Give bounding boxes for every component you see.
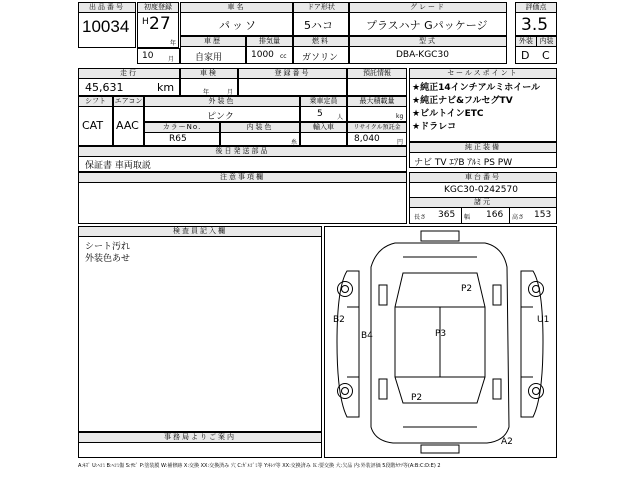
body-type: 5ハコ (304, 19, 333, 32)
int-score: C (542, 49, 550, 62)
shift-label: シフト (79, 97, 112, 107)
notes-box (78, 172, 407, 224)
color-label: 外装色 (145, 97, 299, 107)
score: 3.5 (521, 15, 549, 35)
damage-mark-center: P3 (435, 329, 447, 339)
documents-value: 保証書 車両取説 (85, 161, 151, 171)
color: ピンク (207, 112, 234, 122)
int-color-box (220, 122, 300, 146)
recycle-box (347, 68, 407, 96)
load-label: 最大積載量 (348, 97, 406, 107)
mileage-label: 走行 (79, 69, 179, 79)
tire-rear-left (337, 383, 353, 399)
use-label: 車歴 (181, 37, 245, 47)
dims-label: 諸元 (410, 197, 556, 208)
use: 自家用 (195, 53, 223, 63)
tire-front-right (528, 281, 544, 297)
recycle-fee-label: リサイクル預託金 (348, 123, 406, 133)
ac: AAC (116, 119, 139, 132)
first-reg-label: 初度登録 (138, 3, 178, 13)
use-box (180, 36, 246, 64)
int-color-label: 内装色 (221, 123, 299, 133)
equipment-value: ナビ TV ｴｱB ｱﾙﾐ PS PW (414, 158, 513, 168)
reg-year: 27 (149, 14, 171, 34)
sales-points-box (409, 68, 557, 142)
capacity-unit: 人 (337, 114, 344, 121)
documents-label: 後日発送部品 (79, 147, 406, 157)
length-label: 長さ (414, 214, 427, 221)
ac-box (113, 96, 144, 146)
office-box (78, 432, 322, 458)
sales-point-3: ★ビルトインETC (412, 109, 484, 119)
disp-label: 排気量 (247, 37, 292, 47)
equipment-box (409, 142, 557, 168)
damage-mark-left: B2 (333, 315, 345, 325)
shift-box (78, 96, 113, 146)
mileage-unit: km (157, 81, 175, 94)
ext-int-box (515, 36, 557, 64)
height-label: 高さ (512, 214, 525, 221)
lot-box (78, 2, 136, 48)
inspector-line-1: シート汚れ (85, 242, 131, 252)
height: 153 (534, 210, 552, 220)
color-box (144, 96, 300, 122)
year-unit: 年 (170, 40, 177, 47)
grade: プラスハナ Gパッケージ (366, 19, 488, 32)
color-no: R65 (169, 134, 187, 144)
disp-unit: cc (280, 53, 287, 60)
damage-mark-top: P2 (461, 284, 473, 294)
month-unit: 月 (168, 56, 175, 63)
inspect-box (180, 68, 238, 96)
car-name-label: 車名 (181, 3, 292, 13)
color-no-box (144, 122, 220, 146)
grade-label: グレード (350, 3, 506, 13)
sales-point-1: ★純正14インチアルミホイール (412, 83, 541, 93)
load-unit: kg (396, 113, 404, 120)
notes-label: 注意事項欄 (79, 173, 406, 183)
body-box (293, 2, 349, 36)
chassis-box (409, 172, 557, 224)
shift: CAT (82, 119, 104, 132)
sales-points-label: セールスポイント (410, 69, 556, 79)
recycle-label: 預託情報 (348, 69, 406, 79)
inspect-label: 車検 (181, 69, 237, 79)
model-box (349, 36, 507, 64)
fuel-box (293, 36, 349, 64)
reg-month: 10 (142, 51, 154, 61)
tire-rear-right (528, 383, 544, 399)
inspect-year-unit: 年 (203, 89, 210, 96)
car-name: パッソ (219, 19, 258, 32)
damage-mark-corner: A2 (501, 437, 513, 447)
displacement: 1000 (251, 50, 274, 60)
damage-mark-center-left: B4 (361, 331, 373, 341)
car-name-box (180, 2, 293, 36)
model: DBA-KGC30 (396, 50, 449, 60)
damage-mark-right: U1 (537, 315, 550, 325)
inspector-box (78, 226, 322, 432)
load-box (347, 96, 407, 122)
lot-label: 出品番号 (79, 3, 135, 13)
ext-score: D (521, 49, 530, 62)
chassis-number: KGC30-0242570 (444, 185, 518, 195)
capacity: 5 (317, 109, 323, 119)
import-box (300, 122, 347, 146)
office-label: 事務局よりご案内 (79, 433, 321, 443)
footer-legend: A:ｷｽﾞ U:ﾍｺﾐ B:ﾍｺﾐ傷 S:ｻﾋﾞ P:塗装膜 W:補修跡 X:交換 XX:交換済み 穴 C:ｶﾞﾙｺﾞﾐ等 Y:ｷﾚﾂ等 XX:交換済み Ｋ:要交換 大:欠品 内:外装評価 5段階ｶﾗﾂ等(A:B:C:D:E) 2 (78, 463, 441, 469)
tire-front-left (337, 281, 353, 297)
inspector-line-2: 外装色あせ (85, 254, 131, 264)
grade-box (349, 2, 507, 36)
int-label: 内装 (536, 37, 556, 47)
equipment-label: 純正装備 (410, 143, 556, 153)
fuel-label: 燃料 (294, 37, 348, 47)
disp-box (246, 36, 293, 64)
ext-label: 外装 (516, 37, 536, 47)
inspect-month-unit: 月 (227, 89, 234, 96)
era: H (142, 17, 149, 27)
capacity-box (300, 96, 347, 122)
score-box (515, 2, 557, 36)
recycle-fee-unit: 円 (397, 139, 404, 146)
chassis-label: 車台番号 (410, 173, 556, 183)
documents-box (78, 146, 407, 172)
width: 166 (486, 210, 504, 220)
sales-point-4: ★ドラレコ (412, 122, 457, 132)
ac-label: エアコン (114, 97, 143, 105)
car-diagram (324, 226, 557, 458)
plate-label: 登録番号 (239, 69, 346, 79)
mileage: 45,631 (85, 81, 124, 94)
capacity-label: 乗車定員 (301, 97, 346, 107)
damage-mark-bottom: P2 (411, 393, 423, 403)
fuel: ガソリン (302, 53, 339, 63)
recycle-fee: 8,040 (354, 134, 380, 144)
lot-number: 10034 (82, 17, 130, 36)
inspector-label: 検査員記入欄 (79, 227, 321, 237)
length: 365 (438, 210, 456, 220)
plate-box (238, 68, 347, 96)
model-label: 型式 (350, 37, 506, 47)
sales-point-2: ★純正ナビ&フルセグTV (412, 96, 513, 106)
flag-mark: 糸 (291, 139, 298, 146)
mileage-box (78, 68, 180, 96)
width-label: 幅 (464, 214, 471, 221)
car-outline (325, 227, 556, 457)
recycle-fee-box (347, 122, 407, 146)
score-label: 評価点 (516, 3, 556, 13)
import-label: 輸入車 (301, 123, 346, 133)
color-no-label: カラーNo. (145, 123, 219, 133)
body-label: ドア形状 (294, 3, 348, 13)
month-box (137, 48, 180, 64)
